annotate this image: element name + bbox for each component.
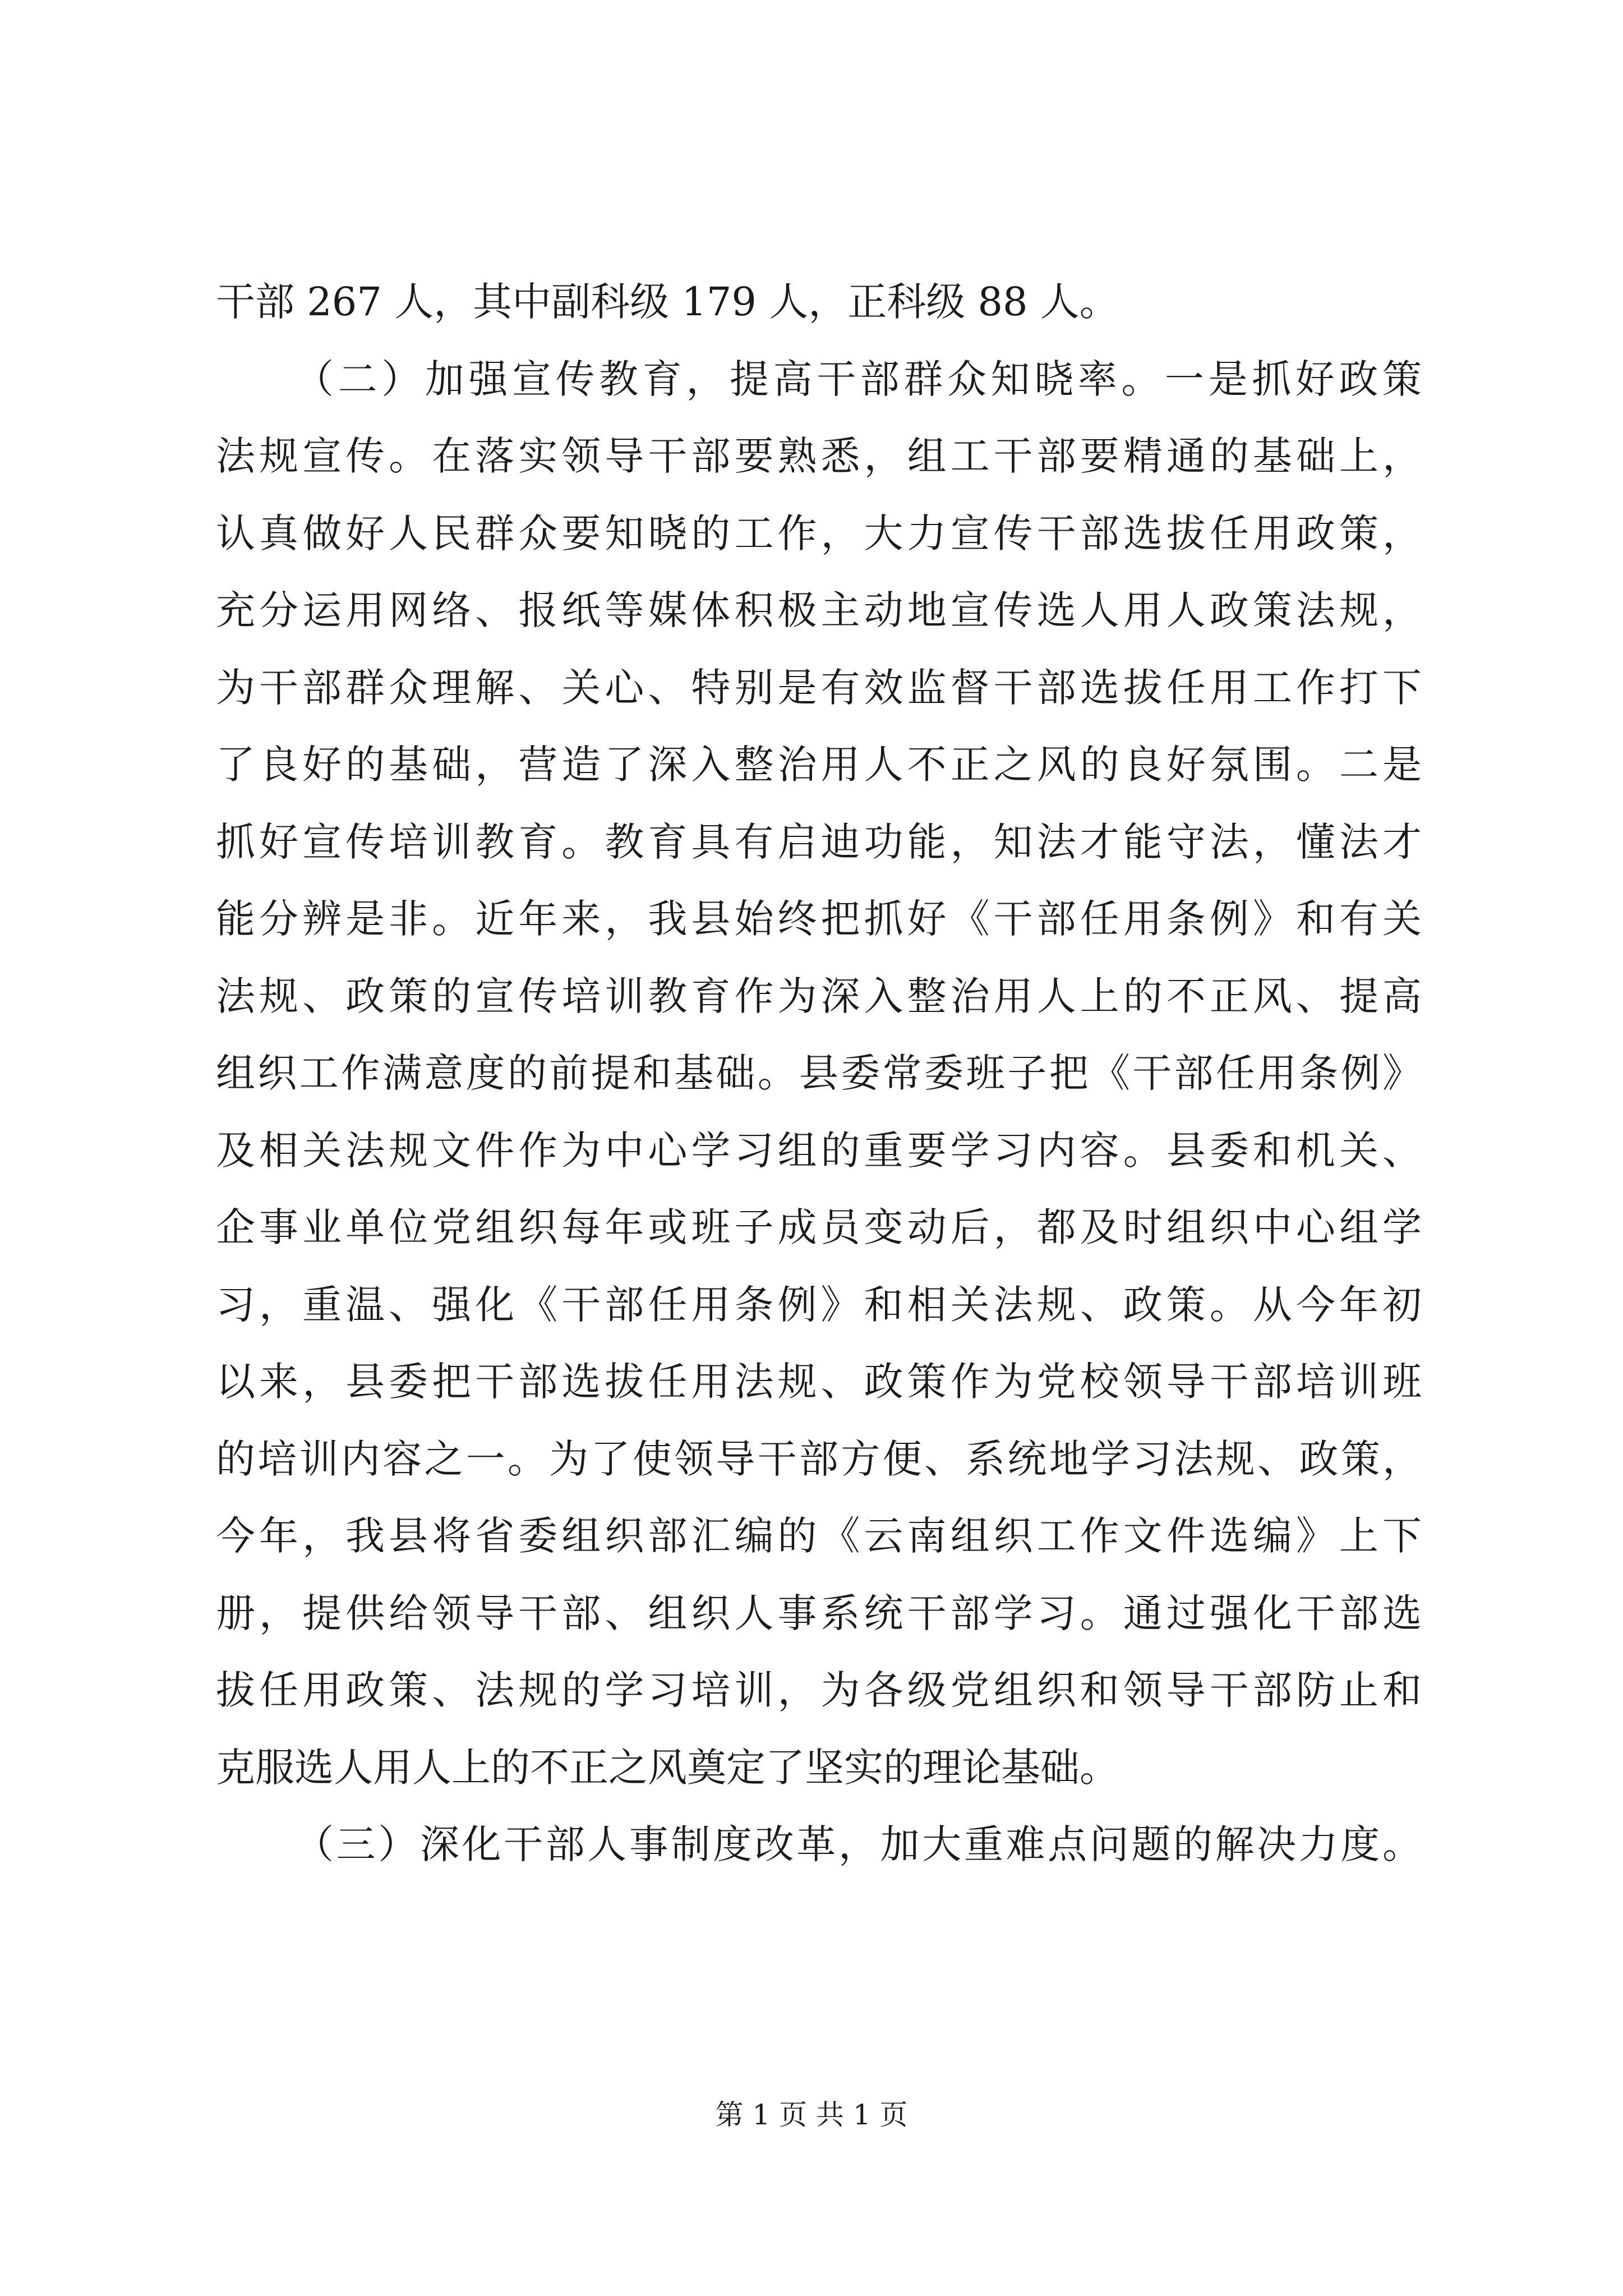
paragraph-line: 及相关法规文件作为中心学习组的重要学习内容。县委和机关、 bbox=[216, 1127, 1422, 1174]
paragraph-line-heading-2: （二）加强宣传教育，提高干部群众知晓率。一是抓好政策 bbox=[294, 356, 1422, 402]
paragraph-line: 为干部群众理解、关心、特别是有效监督干部选拔任用工作打下 bbox=[216, 664, 1422, 711]
paragraph-line: 组织工作满意度的前提和基础。县委常委班子把《干部任用条例》 bbox=[216, 1050, 1422, 1096]
paragraph-line: 的培训内容之一。为了使领导干部方便、系统地学习法规、政策， bbox=[216, 1435, 1422, 1482]
paragraph-line: 拔任用政策、法规的学习培训，为各级党组织和领导干部防止和 bbox=[216, 1667, 1422, 1713]
paragraph-line: 企事业单位党组织每年或班子成员变动后，都及时组织中心组学 bbox=[216, 1204, 1422, 1250]
paragraph-line: 充分运用网络、报纸等媒体积极主动地宣传选人用人政策法规， bbox=[216, 587, 1422, 633]
paragraph-line: 法规宣传。在落实领导干部要熟悉，组工干部要精通的基础上， bbox=[216, 433, 1422, 479]
paragraph-line: 册，提供给领导干部、组织人事系统干部学习。通过强化干部选 bbox=[216, 1590, 1422, 1636]
paragraph-line-continuation: 干部 267 人，其中副科级 179 人，正科级 88 人。 bbox=[216, 279, 1119, 325]
paragraph-line: 抓好宣传培训教育。教育具有启迪功能，知法才能守法，懂法才 bbox=[216, 818, 1422, 865]
paragraph-line: 认真做好人民群众要知晓的工作，大力宣传干部选拔任用政策， bbox=[216, 510, 1422, 556]
paragraph-line-heading-3: （三）深化干部人事制度改革，加大重难点问题的解决力度。 bbox=[294, 1821, 1422, 1867]
paragraph-line: 了良好的基础，营造了深入整治用人不正之风的良好氛围。二是 bbox=[216, 742, 1422, 788]
page-number-footer: 第 1 页 共 1 页 bbox=[715, 2099, 908, 2131]
paragraph-line: 以来，县委把干部选拔任用法规、政策作为党校领导干部培训班 bbox=[216, 1359, 1422, 1405]
document-body bbox=[216, 264, 1422, 1884]
paragraph-line: 今年，我县将省委组织部汇编的《云南组织工作文件选编》上下 bbox=[216, 1513, 1422, 1559]
paragraph-line-end: 克服选人用人上的不正之风奠定了坚实的理论基础。 bbox=[216, 1744, 1119, 1791]
paragraph-line: 能分辨是非。近年来，我县始终把抓好《干部任用条例》和有关 bbox=[216, 896, 1422, 942]
paragraph-line: 法规、政策的宣传培训教育作为深入整治用人上的不正风、提高 bbox=[216, 973, 1422, 1019]
paragraph-line: 习，重温、强化《干部任用条例》和相关法规、政策。从今年初 bbox=[216, 1281, 1422, 1328]
